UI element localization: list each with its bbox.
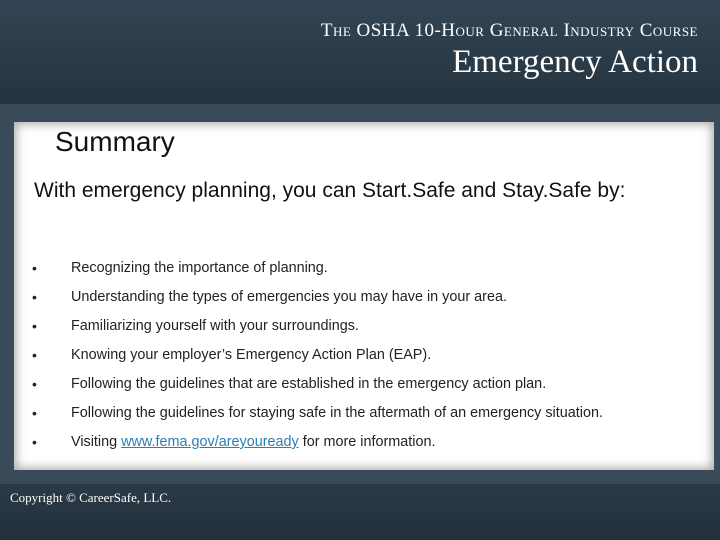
list-item-text: Understanding the types of emergencies you may have in your area. xyxy=(71,289,507,305)
list-item-text: Following the guidelines for staying safe in the aftermath of an emergency situation. xyxy=(71,405,603,421)
list-item xyxy=(30,257,690,286)
list-item-text xyxy=(71,434,435,450)
list-item-text: Following the guidelines that are established in the emergency action plan. xyxy=(71,376,547,392)
link-suffix: for more information. xyxy=(302,434,436,450)
bullet-icon: • xyxy=(32,376,37,392)
list-item-text: Knowing your employer’s Emergency Action Plan (EAP). xyxy=(71,347,432,363)
bullet-icon: • xyxy=(32,318,37,334)
bullet-icon: • xyxy=(32,405,37,421)
bullet-icon: • xyxy=(32,260,37,276)
section-heading: Summary xyxy=(55,126,175,157)
list-item xyxy=(30,315,690,344)
summary-list xyxy=(30,257,690,460)
list-item-text: Recognizing the importance of planning. xyxy=(71,260,328,276)
module-title: Emergency Action xyxy=(452,44,698,80)
list-item xyxy=(30,286,690,315)
intro-text: With emergency planning, you can Start.Safe and Stay.Safe by: xyxy=(34,179,626,202)
fema-link[interactable]: www.fema.gov/areyouready xyxy=(121,434,299,450)
link-prefix: Visiting xyxy=(71,434,118,450)
bullet-icon: • xyxy=(32,289,37,305)
list-item-text: Familiarizing yourself with your surroundings. xyxy=(71,318,359,334)
bullet-icon: • xyxy=(32,347,37,363)
list-item xyxy=(30,431,690,460)
list-item xyxy=(30,402,690,431)
list-item xyxy=(30,344,690,373)
copyright-text: Copyright © CareerSafe, LLC. xyxy=(10,490,172,505)
bullet-icon: • xyxy=(32,434,37,450)
list-item xyxy=(30,373,690,402)
course-title: The OSHA 10-Hour General Industry Course xyxy=(320,20,698,41)
